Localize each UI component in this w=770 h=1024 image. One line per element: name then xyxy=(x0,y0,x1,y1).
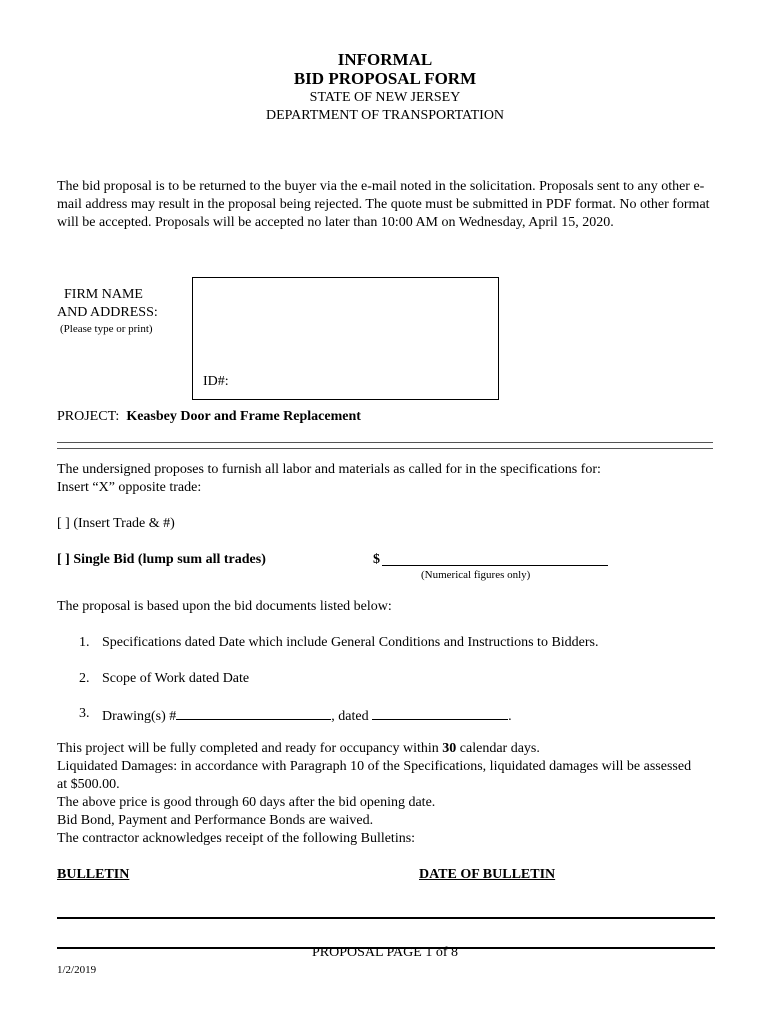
liquidated-damages: Liquidated Damages: in accordance with Paragraph 10 of the Specifications, liquidated damages will be assessed at $500.00. xyxy=(57,759,692,792)
form-title-line1: INFORMAL xyxy=(337,50,433,69)
id-label: ID#: xyxy=(203,374,229,389)
drawings-line xyxy=(102,705,512,726)
doc-item-number: 3. xyxy=(79,706,90,721)
bulletin-date-column-header: DATE OF BULLETIN xyxy=(419,867,556,882)
form-revision-date: 1/2/2019 xyxy=(57,964,97,976)
firm-address-box[interactable] xyxy=(192,277,499,400)
bulletin-column-header: BULLETIN xyxy=(57,867,130,882)
double-divider xyxy=(57,442,713,449)
drawing-number-field[interactable] xyxy=(176,705,331,720)
doc-item-text: Scope of Work dated Date xyxy=(102,671,250,686)
completion-line xyxy=(57,740,717,758)
bid-amount-field[interactable] xyxy=(382,565,608,566)
firm-address-label: AND ADDRESS: xyxy=(57,305,158,320)
state-heading: STATE OF NEW JERSEY xyxy=(309,90,461,105)
bulletins-ack: The contractor acknowledges receipt of the following Bulletins: xyxy=(57,831,416,846)
price-validity: The above price is good through 60 days after the bid opening date. xyxy=(57,795,436,810)
single-bid-checkbox-option[interactable]: [ ] Single Bid (lump sum all trades) xyxy=(57,552,266,567)
page-number: PROPOSAL PAGE 1 of 8 xyxy=(312,945,458,960)
trade-checkbox-option[interactable]: [ ] (Insert Trade & #) xyxy=(57,516,175,531)
firm-name-label: FIRM NAME xyxy=(64,287,143,302)
completion-days: 30 xyxy=(442,741,457,756)
project-name: Keasbey Door and Frame Replacement xyxy=(126,409,361,424)
undersigned-line1: The undersigned proposes to furnish all labor and materials as called for in the specifications for: xyxy=(57,462,601,477)
project-line xyxy=(57,408,361,426)
completion-text-post: calendar days. xyxy=(456,741,540,756)
form-title-line2: BID PROPOSAL FORM xyxy=(293,69,477,88)
doc-item-text: Specifications dated Date which include General Conditions and Instructions to Bidders. xyxy=(102,635,599,650)
dated-label: , dated xyxy=(331,709,369,724)
drawings-period: . xyxy=(508,709,512,724)
numerical-figures-note: (Numerical figures only) xyxy=(421,569,531,581)
drawings-label: Drawing(s) # xyxy=(102,709,177,724)
bonds-waived: Bid Bond, Payment and Performance Bonds are waived. xyxy=(57,813,374,828)
department-heading: DEPARTMENT OF TRANSPORTATION xyxy=(265,108,505,123)
dollar-sign: $ xyxy=(373,552,380,567)
docs-intro: The proposal is based upon the bid documents listed below: xyxy=(57,599,392,614)
drawing-date-field[interactable] xyxy=(372,705,508,720)
project-label: PROJECT: xyxy=(57,409,120,424)
bulletin-entry-line[interactable] xyxy=(57,917,715,919)
intro-paragraph: The bid proposal is to be returned to the buyer via the e-mail noted in the solicitation. Proposals sent to any other e-mail address may result in the proposal being rejected. The quote must be submitted in PDF format. No other format will be accepted. Proposals will be accepted no later than 10:00 AM on Wednesday, April 15, 2020. xyxy=(57,179,710,230)
doc-item-number: 2. xyxy=(79,671,90,686)
undersigned-line2: Insert “X” opposite trade: xyxy=(57,480,202,495)
doc-item-number: 1. xyxy=(79,635,90,650)
firm-note: (Please type or print) xyxy=(60,323,153,335)
completion-text-pre: This project will be fully completed and ready for occupancy within xyxy=(57,741,443,756)
